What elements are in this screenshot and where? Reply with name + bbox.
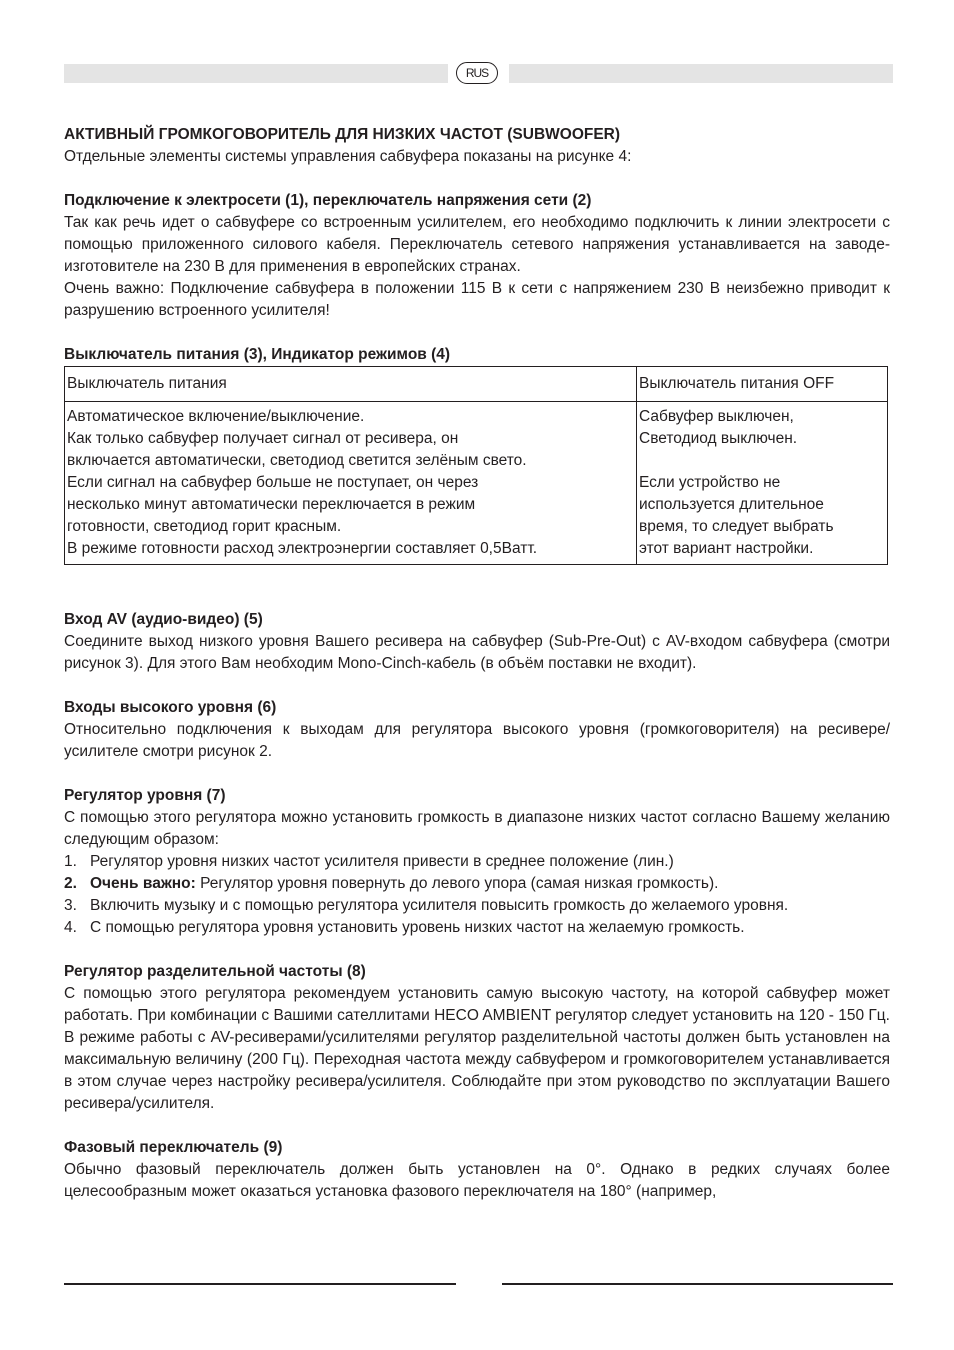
header-bar-right	[509, 64, 893, 83]
list-item: 4. С помощью регулятора уровня установить уровень низких частот на желаемую громкость.	[64, 919, 745, 936]
important-label: Очень важно:	[90, 875, 196, 892]
table-header-cell: Выключатель питания	[65, 367, 637, 402]
intro-text: Отдельные элементы системы управления сабвуфера показаны на рисунке 4:	[64, 148, 632, 165]
footer-rule-left	[64, 1283, 456, 1285]
cell-line: время, то следует выбрать	[639, 518, 834, 535]
list-item: 2. Очень важно: Регулятор уровня повернуть до левого упора (самая низкая громкость).	[64, 875, 719, 892]
level-steps-list	[64, 851, 890, 939]
crossover-paragraph-2: В режиме работы с AV-ресиверами/усилителями регулятор разделительной частоты должен быть установлен на максимальную величину (200 Гц). Переходная частота между сабвуфером и громкоговорителем устанавливается в этом случае через настройку ресивера/усилителя. Соблюдайте при этом руководство по эксплуатации Вашего ресивера/усилителя.	[64, 1029, 890, 1112]
cell-line: Если сигнал на сабвуфер больше не поступает, он через	[67, 474, 479, 491]
high-level-text: Относительно подключения к выходам для регулятора высокого уровня (громкоговорителя) на ресивере/усилителе смотри рисунок 2.	[64, 721, 890, 760]
section-title-level: Регулятор уровня (7)	[64, 787, 226, 804]
power-switch-table	[64, 366, 888, 565]
cell-line: В режиме готовности расход электроэнергии составляет 0,5Ватт.	[67, 540, 538, 557]
cell-line: используется длительное	[639, 496, 824, 513]
section-title-crossover: Регулятор разделительной частоты (8)	[64, 963, 366, 980]
cell-line: включается автоматически, светодиод светится зелёным свето.	[67, 452, 527, 469]
header-bar-left	[64, 64, 448, 83]
section-title-high-level: Входы высокого уровня (6)	[64, 699, 277, 716]
cell-line: Сабвуфер выключен,	[639, 408, 794, 425]
cell-line: Если устройство не	[639, 474, 781, 491]
list-item: 3. Включить музыку и с помощью регулятора усилителя повысить громкость до желаемого уровня.	[64, 897, 789, 914]
section-title-switch: Выключатель питания (3), Индикатор режимов (4)	[64, 346, 451, 363]
table-row	[65, 402, 888, 565]
cell-line	[639, 450, 885, 472]
header-band	[64, 64, 893, 83]
cell-line: готовности, светодиод горит красным.	[67, 518, 342, 535]
section-title-phase: Фазовый переключатель (9)	[64, 1139, 283, 1156]
power-paragraph-1: Так как речь идет о сабвуфере со встроенным усилителем, его необходимо подключить к линии электросети с помощью приложенного силового кабеля. Переключатель сетевого напряжения устанавливается на заводе-изготовителе на 230 В для применения в европейских странах.	[64, 214, 890, 275]
section-title-av-input: Вход AV (аудио-видео) (5)	[64, 611, 263, 628]
cell-line: несколько минут автоматически переключается в режим	[67, 496, 476, 513]
document-body	[64, 124, 890, 1203]
cell-line: этот вариант настройки.	[639, 540, 814, 557]
table-cell-off-mode	[637, 402, 888, 565]
section-title-subwoofer: АКТИВНЫЙ ГРОМКОГОВОРИТЕЛЬ ДЛЯ НИЗКИХ ЧАСТОТ (SUBWOOFER)	[64, 126, 621, 143]
footer-rule-right	[502, 1283, 893, 1285]
level-text: С помощью этого регулятора можно установить громкость в диапазоне низких частот согласно Вашему желанию следующим образом:	[64, 809, 890, 848]
av-input-text: Соедините выход низкого уровня Вашего ресивера на сабвуфер (Sub-Pre-Out) с AV-входом сабвуфера (смотри рисунок 3). Для этого Вам необходим Mono-Cinch-кабель (в объём поставки не входит).	[64, 633, 890, 672]
power-paragraph-2: Очень важно: Подключение сабвуфера в положении 115 В к сети с напряжением 230 В неизбежно приводит к разрушению встроенного усилителя!	[64, 280, 890, 319]
section-title-power: Подключение к электросети (1), переключатель напряжения сети (2)	[64, 192, 592, 209]
cell-line: Автоматическое включение/выключение.	[67, 408, 365, 425]
table-header-row	[65, 367, 888, 402]
cell-line: Как только сабвуфер получает сигнал от ресивера, он	[67, 430, 459, 447]
table-cell-auto-mode	[65, 402, 637, 565]
phase-text: Обычно фазовый переключатель должен быть установлен на 0°. Однако в редких случаях более целесообразным может оказаться установка фазового переключателя на 180° (например,	[64, 1161, 890, 1200]
language-badge: RUS	[456, 62, 498, 84]
list-item: 1. Регулятор уровня низких частот усилителя привести в среднее положение (лин.)	[64, 853, 674, 870]
crossover-paragraph-1: С помощью этого регулятора рекомендуем установить самую высокую частоту, на которой сабвуфер может работать. При комбинации с Вашими сателлитами HECO AMBIENT регулятор следует установить на 120 - 150 Гц.	[64, 985, 890, 1024]
cell-line: Светодиод выключен.	[639, 430, 798, 447]
table-header-cell: Выключатель питания OFF	[637, 367, 888, 402]
